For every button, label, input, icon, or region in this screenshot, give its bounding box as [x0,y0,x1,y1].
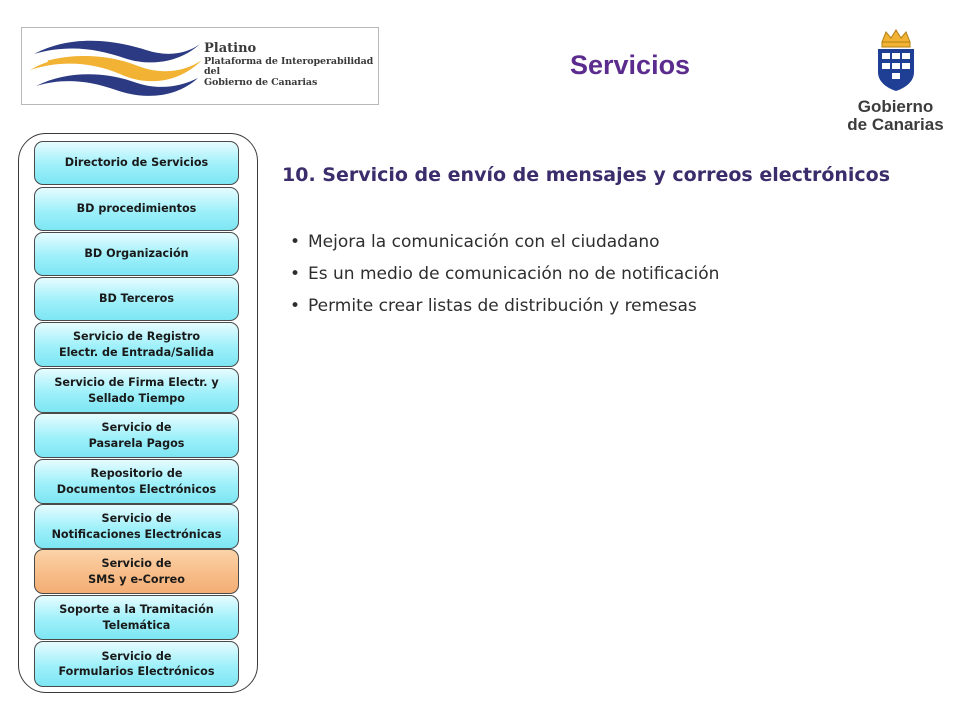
sidebar-item-bd-organizacion[interactable]: BD Organización [34,232,239,276]
sidebar-item-soporte-tramitacion[interactable]: Soporte a la Tramitación Telemática [34,595,239,640]
logo-subtitle-line2: Gobierno de Canarias [204,76,318,88]
sidebar-item-formularios[interactable]: Servicio de Formularios Electrónicos [34,641,239,687]
list-item [290,263,719,295]
platino-logo [21,27,379,105]
sidebar-item-firma[interactable]: Servicio de Firma Electr. y Sellado Tiempo [34,368,239,413]
logo-subtitle-line1: Plataforma de Interoperabilidad del [204,55,374,78]
sidebar-item-registro[interactable]: Servicio de Registro Electr. de Entrada/Salida [34,322,239,367]
bullet-icon: • [290,264,301,284]
bullet-icon: • [290,296,301,316]
sidebar-item-pasarela-pagos[interactable]: Servicio de Pasarela Pagos [34,413,239,458]
logo-name: Platino [204,41,257,56]
gobierno-text-line1: Gobierno [857,97,934,116]
bullet-text: Mejora la comunicación con el ciudadano [308,232,660,252]
sidebar-item-repositorio[interactable]: Repositorio de Documentos Electrónicos [34,459,239,504]
bullet-icon: • [290,232,301,252]
sidebar-item-bd-procedimientos[interactable]: BD procedimientos [34,187,239,231]
list-item [290,231,719,263]
sidebar-item-sms-correo[interactable]: Servicio de SMS y e-Correo [34,549,239,594]
list-item [290,295,719,327]
section-heading: 10. Servicio de envío de mensajes y correos electrónicos [282,164,891,186]
gobierno-canarias-logo [843,28,948,134]
platino-swoosh-icon [28,32,204,102]
sidebar-item-bd-terceros[interactable]: BD Terceros [34,277,239,321]
coat-of-arms-icon [873,28,919,92]
sidebar-item-notificaciones[interactable]: Servicio de Notificaciones Electrónicas [34,504,239,549]
gobierno-text-line2: de Canarias [847,115,944,134]
sidebar-item-directorio-servicios[interactable]: Directorio de Servicios [34,141,239,185]
page-title: Servicios [570,50,691,80]
bullet-list [290,231,719,327]
bullet-text: Permite crear listas de distribución y remesas [308,296,697,316]
bullet-text: Es un medio de comunicación no de notificación [308,264,720,284]
